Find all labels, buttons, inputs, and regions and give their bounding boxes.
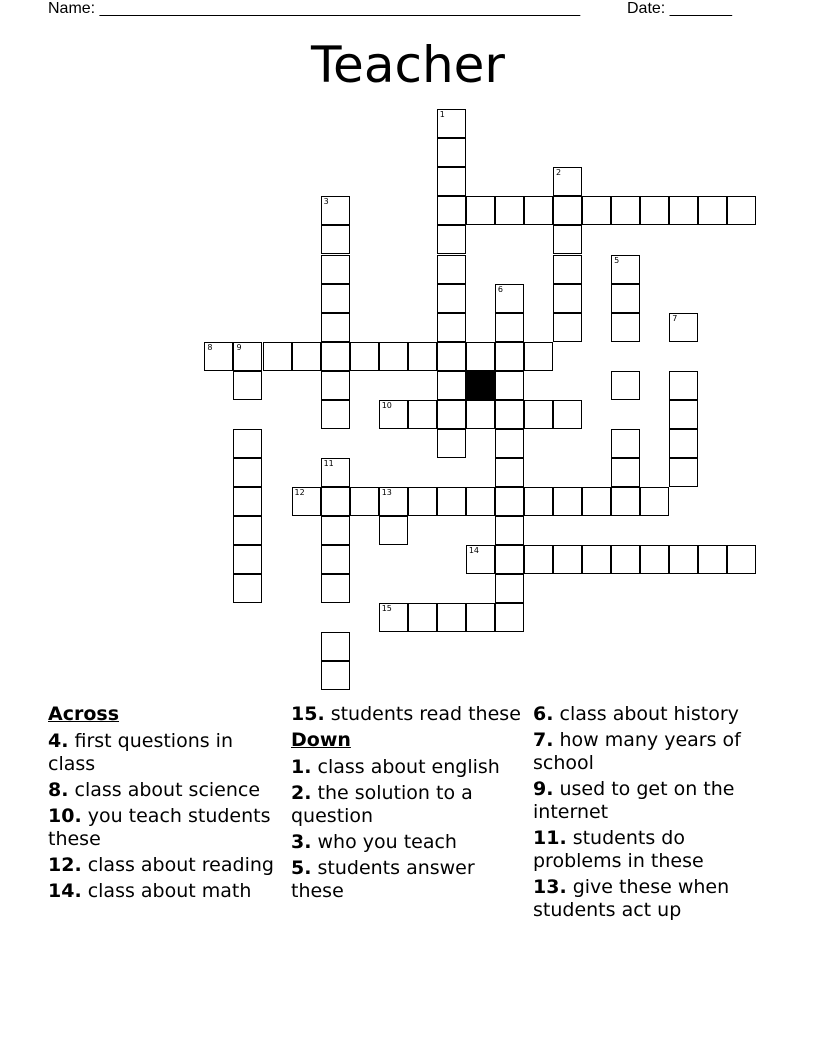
clue: [291, 831, 521, 854]
grid-cell[interactable]: [321, 313, 350, 342]
across-clue-list-continued: [291, 703, 521, 726]
grid-cell[interactable]: [379, 603, 408, 632]
clue-number: 8: [207, 342, 213, 352]
clue-number: 13: [381, 487, 392, 497]
grid-cell[interactable]: [437, 167, 466, 196]
clue-label-number: 10.: [48, 805, 82, 827]
grid-cell[interactable]: [553, 313, 582, 342]
grid-cell[interactable]: [524, 487, 553, 516]
grid-cell[interactable]: [582, 545, 611, 574]
grid-cell[interactable]: [321, 284, 350, 313]
clue: [48, 805, 278, 851]
grid-cell[interactable]: [233, 342, 262, 371]
grid-cell[interactable]: [553, 400, 582, 429]
grid-cell[interactable]: [408, 603, 437, 632]
clue-text: students answer these: [291, 857, 475, 902]
grid-cell[interactable]: [437, 487, 466, 516]
grid-cell[interactable]: [669, 371, 698, 400]
grid-cell[interactable]: [437, 284, 466, 313]
down-clue-list: [291, 756, 521, 903]
grid-cell[interactable]: [379, 400, 408, 429]
clue-label-number: 5.: [291, 857, 312, 879]
clue-text: students do problems in these: [533, 827, 704, 872]
clue-label-number: 15.: [291, 703, 325, 725]
clue: [48, 854, 278, 877]
down-heading: Down: [291, 729, 351, 751]
grid-cell[interactable]: [321, 545, 350, 574]
grid-cell[interactable]: [553, 487, 582, 516]
grid-cell[interactable]: [466, 487, 495, 516]
clue: [533, 729, 763, 775]
grid-cell[interactable]: [233, 429, 262, 458]
puzzle-title: Teacher: [311, 36, 505, 94]
grid-cell[interactable]: [379, 487, 408, 516]
clue-text: the solution to a question: [291, 782, 473, 827]
clue-label-number: 2.: [291, 782, 312, 804]
down-clue-list-continued: [533, 703, 763, 922]
grid-cell[interactable]: [553, 284, 582, 313]
grid-cell[interactable]: [495, 516, 524, 545]
grid-cell[interactable]: [321, 371, 350, 400]
grid-cell[interactable]: [553, 196, 582, 225]
clue-label-number: 8.: [48, 779, 69, 801]
clue-number: 9: [236, 342, 242, 352]
clue-number: 7: [672, 313, 678, 323]
grid-cell[interactable]: [611, 545, 640, 574]
grid-cell[interactable]: [379, 342, 408, 371]
grid-cell[interactable]: [495, 284, 524, 313]
grid-cell[interactable]: [611, 458, 640, 487]
grid-cell[interactable]: [524, 342, 553, 371]
clue: [533, 703, 763, 726]
grid-cell[interactable]: [321, 632, 350, 661]
grid-cell[interactable]: [640, 487, 669, 516]
clue-column-3: [533, 703, 763, 925]
grid-cell[interactable]: [727, 545, 756, 574]
grid-cell[interactable]: [233, 545, 262, 574]
grid-cell[interactable]: [553, 545, 582, 574]
clue-label-number: 3.: [291, 831, 312, 853]
grid-cell[interactable]: [495, 400, 524, 429]
clue-text: who you teach: [311, 831, 457, 853]
grid-cell[interactable]: [669, 429, 698, 458]
grid-cell[interactable]: [437, 400, 466, 429]
grid-cell[interactable]: [437, 109, 466, 138]
grid-cell[interactable]: [233, 371, 262, 400]
grid-cell[interactable]: [611, 487, 640, 516]
grid-cell[interactable]: [437, 138, 466, 167]
clue-number: 14: [468, 546, 480, 555]
clue: [291, 857, 521, 903]
grid-cell[interactable]: [437, 313, 466, 342]
clue-text: first questions in class: [48, 730, 234, 775]
name-field-label: Name: ______________________________________________________: [48, 0, 581, 17]
clue: [533, 827, 763, 873]
grid-cell[interactable]: [611, 371, 640, 400]
grid-cell[interactable]: [233, 487, 262, 516]
grid-cell[interactable]: [582, 487, 611, 516]
clue: [48, 779, 278, 802]
clue: [291, 782, 521, 828]
clue: [291, 756, 521, 779]
grid-cell[interactable]: [321, 342, 350, 371]
grid-cell[interactable]: [350, 487, 379, 516]
clue-column-2: [291, 703, 521, 906]
grid-cell[interactable]: [495, 545, 524, 574]
grid-cell[interactable]: [727, 196, 756, 225]
grid-cell[interactable]: [524, 545, 553, 574]
clue: [291, 703, 521, 726]
grid-cell[interactable]: [321, 487, 350, 516]
grid-cell[interactable]: [495, 196, 524, 225]
grid-cell[interactable]: [321, 196, 350, 225]
grid-cell[interactable]: [437, 225, 466, 254]
grid-cell[interactable]: [495, 429, 524, 458]
grid-cell[interactable]: [437, 371, 466, 400]
clue: [533, 876, 763, 922]
grid-cell[interactable]: [669, 545, 698, 574]
grid-cell[interactable]: [437, 196, 466, 225]
grid-cell[interactable]: [495, 313, 524, 342]
clue-text: you teach students these: [48, 805, 271, 850]
clue-text: class about reading: [81, 854, 274, 876]
across-clue-list: [48, 730, 278, 903]
clue-number: 12: [294, 487, 305, 497]
clue-text: how many years of school: [533, 729, 741, 774]
grid-cell[interactable]: [321, 458, 350, 487]
grid-cell[interactable]: [495, 458, 524, 487]
grid-cell[interactable]: [495, 603, 524, 632]
grid-cell[interactable]: [698, 196, 727, 225]
clue-number: 5: [614, 255, 620, 265]
grid-cell[interactable]: [640, 196, 669, 225]
clue-number: 11: [323, 458, 334, 468]
grid-cell[interactable]: [495, 342, 524, 371]
grid-cell[interactable]: [437, 342, 466, 371]
clue-label-number: 13.: [533, 876, 567, 898]
grid-cell[interactable]: [263, 342, 292, 371]
grid-cell[interactable]: [524, 196, 553, 225]
grid-cell[interactable]: [408, 487, 437, 516]
clue-number: 15: [381, 604, 392, 614]
clue-text: class about science: [68, 779, 261, 801]
clue-label-number: 11.: [533, 827, 567, 849]
clue-number: 1: [439, 110, 445, 120]
grid-cell[interactable]: [437, 429, 466, 458]
grid-cell[interactable]: [640, 545, 669, 574]
grid-block: [466, 371, 495, 400]
clue-text: used to get on the internet: [533, 778, 735, 823]
grid-cell[interactable]: [204, 342, 233, 371]
clue-number: 10: [381, 400, 392, 410]
clue-label-number: 6.: [533, 703, 554, 725]
grid-cell[interactable]: [233, 574, 262, 603]
clue-text: class about english: [311, 756, 500, 778]
grid-cell[interactable]: [669, 313, 698, 342]
clue-label-number: 4.: [48, 730, 69, 752]
clue-label-number: 12.: [48, 854, 82, 876]
grid-cell[interactable]: [611, 255, 640, 284]
grid-cell[interactable]: [611, 196, 640, 225]
grid-cell[interactable]: [350, 342, 379, 371]
grid-cell[interactable]: [292, 342, 321, 371]
clue-text: class about math: [81, 880, 252, 902]
grid-cell[interactable]: [553, 225, 582, 254]
clue-number: 3: [323, 197, 329, 207]
clue-number: 2: [556, 168, 562, 178]
grid-cell[interactable]: [466, 603, 495, 632]
grid-cell[interactable]: [321, 574, 350, 603]
grid-cell[interactable]: [466, 196, 495, 225]
grid-cell[interactable]: [321, 516, 350, 545]
grid-cell[interactable]: [321, 661, 350, 690]
clue-text: students read these: [324, 703, 521, 725]
clue-label-number: 9.: [533, 778, 554, 800]
grid-cell[interactable]: [669, 196, 698, 225]
grid-cell[interactable]: [292, 487, 321, 516]
grid-cell[interactable]: [233, 516, 262, 545]
grid-cell[interactable]: [321, 400, 350, 429]
clue: [48, 880, 278, 903]
grid-cell[interactable]: [524, 400, 553, 429]
grid-cell[interactable]: [466, 342, 495, 371]
clue-label-number: 1.: [291, 756, 312, 778]
grid-cell[interactable]: [437, 603, 466, 632]
grid-cell[interactable]: [408, 400, 437, 429]
grid-cell[interactable]: [698, 545, 727, 574]
clue-label-number: 7.: [533, 729, 554, 751]
grid-cell[interactable]: [611, 429, 640, 458]
grid-cell[interactable]: [379, 516, 408, 545]
grid-cell[interactable]: [466, 400, 495, 429]
grid-cell[interactable]: [553, 167, 582, 196]
grid-cell[interactable]: [437, 255, 466, 284]
grid-cell[interactable]: [553, 255, 582, 284]
grid-cell[interactable]: [611, 284, 640, 313]
across-heading: Across: [48, 703, 120, 725]
date-field-label: Date: _______: [627, 0, 732, 17]
grid-cell[interactable]: [582, 196, 611, 225]
grid-cell[interactable]: [669, 458, 698, 487]
clue-label-number: 14.: [48, 880, 82, 902]
clue-column-1: [48, 703, 278, 906]
grid-cell[interactable]: [233, 458, 262, 487]
clue-number: 6: [497, 284, 503, 294]
grid-cell[interactable]: [611, 313, 640, 342]
clue: [533, 778, 763, 824]
grid-cell[interactable]: [408, 342, 437, 371]
grid-cell[interactable]: [321, 255, 350, 284]
grid-cell[interactable]: [669, 400, 698, 429]
grid-cell[interactable]: [495, 487, 524, 516]
clue: [48, 730, 278, 776]
grid-cell[interactable]: [321, 225, 350, 254]
clue-text: class about history: [553, 703, 739, 725]
grid-cell[interactable]: [466, 545, 495, 574]
clue-text: give these when students act up: [533, 876, 730, 921]
grid-cell[interactable]: [495, 574, 524, 603]
grid-cell[interactable]: [495, 371, 524, 400]
